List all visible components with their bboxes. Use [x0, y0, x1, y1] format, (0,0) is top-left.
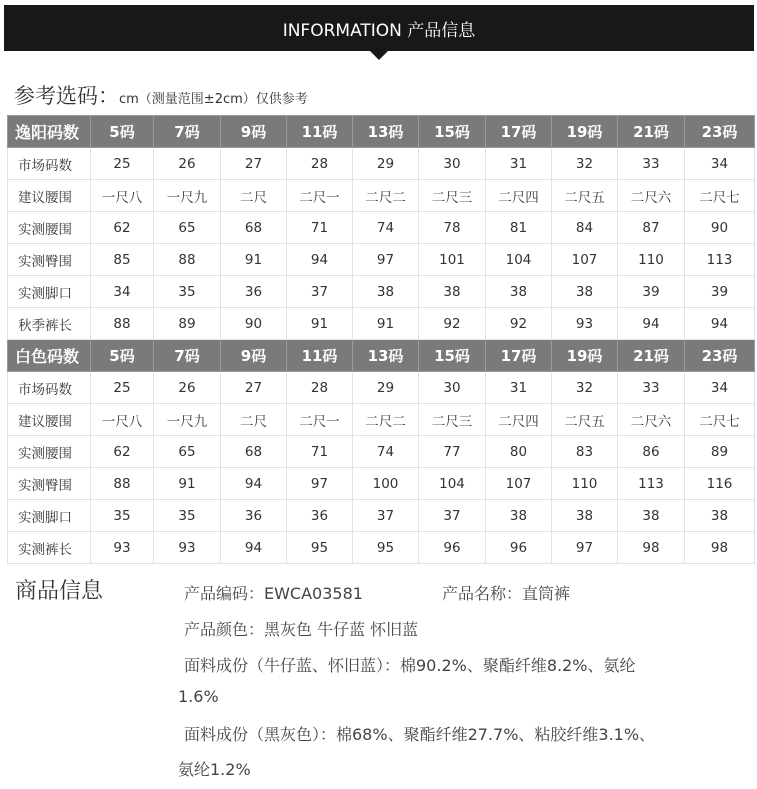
table-cell: 二尺四 — [486, 404, 552, 436]
table-cell: 91 — [353, 308, 419, 340]
size-header-cell: 23码 — [685, 116, 755, 148]
table-cell: 38 — [419, 276, 486, 308]
table-cell: 113 — [685, 244, 755, 276]
table-cell: 一尺九 — [154, 180, 221, 212]
product-name: 产品名称：直筒裤 — [442, 584, 571, 603]
table-cell: 29 — [353, 148, 419, 180]
table-cell: 110 — [552, 468, 618, 500]
table-row — [8, 212, 755, 244]
table-cell: 一尺八 — [91, 404, 154, 436]
row-label: 市场码数 — [8, 372, 91, 404]
table-cell: 116 — [685, 468, 755, 500]
table-cell: 26 — [154, 372, 221, 404]
table-cell: 36 — [287, 500, 353, 532]
table-cell: 39 — [618, 276, 685, 308]
size-header-cell: 7码 — [154, 116, 221, 148]
table-cell: 35 — [91, 500, 154, 532]
table-cell: 31 — [486, 372, 552, 404]
table-cell: 91 — [221, 244, 287, 276]
reference-title: 参考选码： — [14, 84, 119, 108]
table-cell: 65 — [154, 436, 221, 468]
size-header-row — [8, 116, 755, 148]
table-cell: 27 — [221, 372, 287, 404]
table-cell: 80 — [486, 436, 552, 468]
size-header-cell: 9码 — [221, 340, 287, 372]
size-header-cell: 11码 — [287, 116, 353, 148]
size-header-cell: 19码 — [552, 340, 618, 372]
table-cell: 90 — [685, 212, 755, 244]
size-header-cell: 15码 — [419, 340, 486, 372]
table-cell: 94 — [618, 308, 685, 340]
size-header-cell: 21码 — [618, 116, 685, 148]
table-cell: 一尺九 — [154, 404, 221, 436]
size-header-row — [8, 340, 755, 372]
product-code: 产品编码：EWCA03581 — [184, 584, 363, 603]
table-cell: 89 — [685, 436, 755, 468]
size-header-cell: 5码 — [91, 340, 154, 372]
table-cell: 84 — [552, 212, 618, 244]
table-cell: 28 — [287, 372, 353, 404]
row-label: 市场码数 — [8, 148, 91, 180]
table-cell: 39 — [685, 276, 755, 308]
row-label: 实测脚口 — [8, 276, 91, 308]
table-cell: 二尺五 — [552, 404, 618, 436]
table-cell: 25 — [91, 148, 154, 180]
size-header-cell: 13码 — [353, 116, 419, 148]
table-cell: 113 — [618, 468, 685, 500]
table-cell: 30 — [419, 372, 486, 404]
table-cell: 74 — [353, 436, 419, 468]
row-label: 实测脚口 — [8, 500, 91, 532]
table-cell: 90 — [221, 308, 287, 340]
table-cell: 62 — [91, 436, 154, 468]
table-cell: 87 — [618, 212, 685, 244]
table-cell: 36 — [221, 276, 287, 308]
size-header-cell: 19码 — [552, 116, 618, 148]
table-cell: 85 — [91, 244, 154, 276]
table-cell: 81 — [486, 212, 552, 244]
table-cell: 27 — [221, 148, 287, 180]
table-cell: 26 — [154, 148, 221, 180]
table-cell: 96 — [486, 532, 552, 564]
table-cell: 34 — [685, 372, 755, 404]
table-cell: 92 — [486, 308, 552, 340]
size-header-cell: 13码 — [353, 340, 419, 372]
table-cell: 二尺一 — [287, 180, 353, 212]
table-row — [8, 276, 755, 308]
table-cell: 71 — [287, 436, 353, 468]
size-header-cell: 9码 — [221, 116, 287, 148]
table-cell: 33 — [618, 372, 685, 404]
table-cell: 33 — [618, 148, 685, 180]
size-header-cell: 11码 — [287, 340, 353, 372]
table-cell: 37 — [353, 500, 419, 532]
table-row — [8, 404, 755, 436]
table-cell: 97 — [552, 532, 618, 564]
table-cell: 29 — [353, 372, 419, 404]
table-cell: 88 — [91, 468, 154, 500]
table-cell: 74 — [353, 212, 419, 244]
table-row — [8, 468, 755, 500]
fabric-composition-2-line1: 面料成份（黑灰色）：棉68%、聚酯纤维27.7%、粘胶纤维3.1%、 — [184, 725, 656, 744]
table-cell: 二尺一 — [287, 404, 353, 436]
row-label: 实测裤长 — [8, 532, 91, 564]
table-cell: 二尺三 — [419, 404, 486, 436]
table-cell: 98 — [618, 532, 685, 564]
table-cell: 35 — [154, 276, 221, 308]
table-cell: 32 — [552, 372, 618, 404]
size-header-cell: 23码 — [685, 340, 755, 372]
table-cell: 95 — [287, 532, 353, 564]
table-cell: 88 — [91, 308, 154, 340]
table-row — [8, 436, 755, 468]
table-row — [8, 532, 755, 564]
table-cell: 110 — [618, 244, 685, 276]
table-cell: 77 — [419, 436, 486, 468]
table-cell: 94 — [221, 468, 287, 500]
table-cell: 38 — [353, 276, 419, 308]
banner-arrow-icon — [370, 51, 388, 60]
table-cell: 107 — [486, 468, 552, 500]
table-cell: 93 — [552, 308, 618, 340]
table-cell: 一尺八 — [91, 180, 154, 212]
fabric-composition-1-line1: 面料成份（牛仔蓝、怀旧蓝）：棉90.2%、聚酯纤维8.2%、氨纶 — [184, 656, 636, 675]
table-cell: 二尺 — [221, 180, 287, 212]
table-row — [8, 308, 755, 340]
table-cell: 38 — [618, 500, 685, 532]
size-group-label: 逸阳码数 — [8, 116, 91, 148]
row-label: 秋季裤长 — [8, 308, 91, 340]
fabric-composition-2-line2: 氨纶1.2% — [178, 760, 251, 779]
table-cell: 91 — [154, 468, 221, 500]
row-label: 建议腰围 — [8, 404, 91, 436]
table-cell: 34 — [91, 276, 154, 308]
table-cell: 二尺 — [221, 404, 287, 436]
table-cell: 34 — [685, 148, 755, 180]
reference-heading — [14, 80, 308, 110]
table-row — [8, 148, 755, 180]
table-cell: 38 — [552, 500, 618, 532]
row-label: 实测臀围 — [8, 244, 91, 276]
size-header-cell: 7码 — [154, 340, 221, 372]
size-header-cell: 21码 — [618, 340, 685, 372]
fabric-composition-1-line2: 1.6% — [178, 687, 219, 706]
table-cell: 83 — [552, 436, 618, 468]
table-cell: 96 — [419, 532, 486, 564]
table-cell: 93 — [91, 532, 154, 564]
table-cell: 97 — [353, 244, 419, 276]
info-banner — [4, 5, 754, 51]
table-cell: 二尺七 — [685, 180, 755, 212]
table-cell: 二尺六 — [618, 180, 685, 212]
table-cell: 104 — [419, 468, 486, 500]
table-cell: 二尺二 — [353, 404, 419, 436]
table-cell: 二尺七 — [685, 404, 755, 436]
table-cell: 92 — [419, 308, 486, 340]
table-cell: 68 — [221, 436, 287, 468]
table-cell: 62 — [91, 212, 154, 244]
reference-note: cm（测量范围±2cm）仅供参考 — [119, 92, 308, 107]
table-cell: 30 — [419, 148, 486, 180]
table-cell: 38 — [486, 276, 552, 308]
table-cell: 88 — [154, 244, 221, 276]
table-row — [8, 244, 755, 276]
table-cell: 38 — [552, 276, 618, 308]
table-cell: 38 — [685, 500, 755, 532]
table-cell: 36 — [221, 500, 287, 532]
table-cell: 91 — [287, 308, 353, 340]
table-cell: 65 — [154, 212, 221, 244]
table-cell: 25 — [91, 372, 154, 404]
table-cell: 78 — [419, 212, 486, 244]
table-cell: 二尺六 — [618, 404, 685, 436]
table-cell: 二尺四 — [486, 180, 552, 212]
table-cell: 38 — [486, 500, 552, 532]
table-cell: 107 — [552, 244, 618, 276]
size-header-cell: 17码 — [486, 340, 552, 372]
table-cell: 37 — [287, 276, 353, 308]
table-row — [8, 180, 755, 212]
table-cell: 68 — [221, 212, 287, 244]
row-label: 实测腰围 — [8, 436, 91, 468]
table-cell: 二尺三 — [419, 180, 486, 212]
table-cell: 95 — [353, 532, 419, 564]
table-cell: 97 — [287, 468, 353, 500]
table-cell: 100 — [353, 468, 419, 500]
row-label: 实测腰围 — [8, 212, 91, 244]
table-cell: 32 — [552, 148, 618, 180]
size-chart-table — [7, 115, 755, 564]
table-row — [8, 372, 755, 404]
product-colors: 产品颜色：黑灰色 牛仔蓝 怀旧蓝 — [184, 620, 419, 639]
table-cell: 二尺五 — [552, 180, 618, 212]
table-cell: 94 — [221, 532, 287, 564]
table-cell: 31 — [486, 148, 552, 180]
table-cell: 101 — [419, 244, 486, 276]
table-cell: 94 — [685, 308, 755, 340]
size-header-cell: 17码 — [486, 116, 552, 148]
table-cell: 93 — [154, 532, 221, 564]
table-row — [8, 500, 755, 532]
size-header-cell: 5码 — [91, 116, 154, 148]
table-cell: 37 — [419, 500, 486, 532]
table-cell: 71 — [287, 212, 353, 244]
banner-title: INFORMATION 产品信息 — [282, 20, 476, 41]
table-cell: 86 — [618, 436, 685, 468]
table-cell: 94 — [287, 244, 353, 276]
product-info-title: 商品信息 — [15, 579, 104, 604]
row-label: 建议腰围 — [8, 180, 91, 212]
row-label: 实测臀围 — [8, 468, 91, 500]
size-group-label: 白色码数 — [8, 340, 91, 372]
size-header-cell: 15码 — [419, 116, 486, 148]
table-cell: 28 — [287, 148, 353, 180]
table-cell: 二尺二 — [353, 180, 419, 212]
table-cell: 89 — [154, 308, 221, 340]
table-cell: 35 — [154, 500, 221, 532]
table-cell: 104 — [486, 244, 552, 276]
table-cell: 98 — [685, 532, 755, 564]
